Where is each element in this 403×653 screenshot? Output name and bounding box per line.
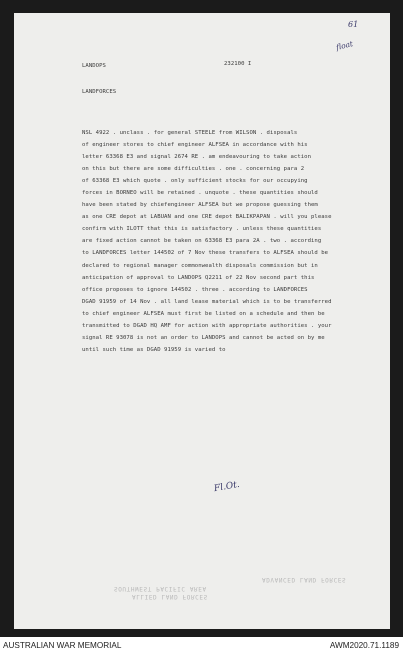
body-line: DGAD 91959 of 14 Nov . all land lease material which is to be transferred [82,298,332,305]
archive-name: AUSTRALIAN WAR MEMORIAL [3,641,122,650]
body-line: to LANDFORCES letter 144502 of 7 Nov these transfers to ALFSEA should be [82,250,329,257]
body-line: signal RE 93078 is not an order to LANDOPS and cannot be acted on by me [82,334,325,341]
archive-reference: AWM2020.71.1189 [329,641,399,650]
document-page [14,13,390,629]
handwritten-tag: float [335,39,354,52]
handwritten-initials: Fl.Ot. [213,479,241,495]
body-line: of engineer stores to chief engineer ALFSEA in accordance with his [82,142,308,149]
body-line: letter 63368 E3 and signal 2674 RE . am endeavouring to take action [82,154,311,161]
body-line: are fixed action cannot be taken on 63368 E3 para 2A . two . according [82,238,322,245]
message-body [82,127,332,356]
reverse-bleed-line: SOUTHWEST PACIFIC AREA [114,585,207,592]
body-line: declared to regional manager commonwealth disposals commission but in [82,262,318,269]
body-line: office proposes to ignore 144502 . three . according to LANDFORCES [82,286,308,293]
reverse-bleed-line: ALLIED LAND FORCES [132,593,208,600]
body-line: transmitted to DGAD HQ AMF for action with appropriate authorities . your [82,322,332,329]
caption-bar [0,637,403,653]
body-line: anticipation of approval to LANDOPS Q2211 of 22 Nov second part this [82,274,315,281]
dtg: 232100 I [224,61,252,67]
to-line: LANDOPS [82,63,106,69]
body-line: have been stated by chiefengineer ALFSEA but we propose guessing them [82,202,318,209]
body-line: to chief engineer ALFSEA must first be listed on a schedule and then be [82,310,325,317]
body-line: NSL 4922 . unclass . for general STEELE from WILSON . disposals [82,130,298,136]
body-line: confirm with ILOTT that this is satisfactory . unless these quantities [82,226,322,233]
reverse-bleed-line: ADVANCED LAND FORCES [262,576,347,583]
body-line: forces in BORNEO will be retained . unquote . these quantities should [82,190,318,197]
body-line: until such time as DGAD 91959 is varied to [82,346,226,353]
handwritten-page-number: 61 [348,20,359,29]
body-line: on this but there are some difficulties . one . concerning para 2 [82,166,305,173]
body-line: as one CRE depot at LABUAN and one CRE depot BALIKPAPAN . will you please [82,214,332,221]
body-line: of 63368 E3 which quote . only sufficient stocks for our occupying [82,178,308,185]
from-line: LANDFORCES [82,89,117,95]
